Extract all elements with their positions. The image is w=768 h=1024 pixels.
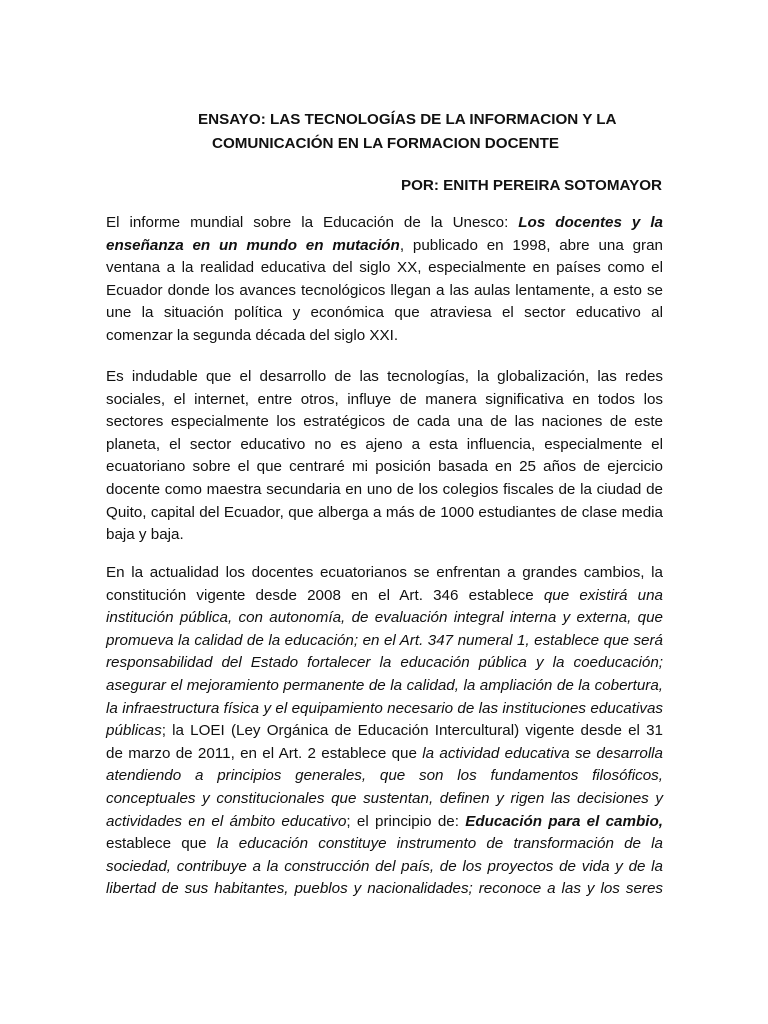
paragraph-3 — [106, 562, 663, 901]
paragraph-2 — [106, 366, 663, 547]
quoted-law-text: promueva la calidad de la educación; en el Art. 347 numeral 1, establece que será — [106, 631, 663, 649]
quoted-law-text: institución pública, con autonomía, de evaluación integral interna y externa, que — [106, 609, 663, 627]
paragraph-line: comenzar la segunda década del siglo XXI. — [106, 326, 399, 344]
paragraph-line — [106, 743, 663, 766]
paragraph-line: Quito, capital del Ecuador, que alberga a más de 1000 estudiantes de clase media — [106, 503, 663, 521]
quoted-law-text: públicas — [106, 722, 162, 740]
paragraph-line — [106, 212, 663, 235]
paragraph-line: baja y baja. — [106, 526, 184, 544]
quoted-law-text: conceptuales y constitucionales que sustentan, definen y rigen las decisiones y — [106, 789, 663, 807]
text-run: ; el principio de: — [346, 812, 466, 830]
quoted-law-text: la educación constituye instrumento de transformación de la — [216, 835, 664, 853]
quoted-law-text: la infraestructura física y el equipamiento necesario de las instituciones educativas — [106, 699, 663, 717]
quoted-law-text: atendiendo a principios generales, que son los fundamentos filosóficos, — [106, 767, 663, 785]
paragraph-line: une la situación política y económica que atraviesa el sector educativo al — [106, 304, 663, 322]
paragraph-line: Es indudable que el desarrollo de las tecnologías, la globalización, las redes — [106, 368, 663, 385]
quoted-law-text: libertad de sus habitantes, pueblos y nacionalidades; reconoce a las y los seres — [106, 880, 663, 898]
quoted-law-text: la actividad educativa se desarrolla — [422, 744, 664, 762]
principle-emphasis: Educación para el cambio, — [465, 812, 663, 830]
book-title-emphasis: enseñanza en un mundo en mutación — [106, 236, 400, 254]
text-run: ; la LOEI (Ley Orgánica de Educación Intercultural) vigente desde el 31 — [161, 722, 663, 740]
paragraph-line: planeta, el sector educativo no es ajeno a esta influencia, especialmente el — [106, 435, 663, 453]
paragraph-line: Ecuador donde los avances tecnológicos llegan a las aulas lentamente, a esto se — [106, 281, 663, 299]
text-run: constitución vigente desde 2008 en el Art. 346 establece — [106, 586, 544, 604]
quoted-law-text: sociedad, contribuye a la construcción del país, de los proyectos de vida y de la — [106, 857, 663, 875]
text-run: establece que — [106, 835, 217, 853]
essay-title-line-2: COMUNICACIÓN EN LA FORMACION DOCENTE — [212, 135, 560, 152]
paragraph-line — [106, 720, 663, 743]
paragraph-line: ventana a la realidad educativa del siglo XX, especialmente en países como el — [106, 259, 663, 277]
paragraph-line — [106, 811, 663, 834]
paragraph-line: ecuatoriano sobre el que centraré mi posición basada en 25 años de ejercicio — [106, 458, 663, 476]
quoted-law-text: asegurar el mejoramiento permanente de la calidad, la ampliación de la cobertura, — [106, 676, 663, 694]
text-run: , publicado en 1998, abre una gran — [399, 236, 663, 254]
quoted-law-text: actividades en el ámbito educativo — [106, 812, 347, 830]
paragraph-line: sociales, el internet, entre otros, influye de manera significativa en todos los — [106, 390, 663, 408]
paragraph-line: docente como maestra secundaria en uno de los colegios fiscales de la ciudad de — [106, 480, 663, 498]
essay-title-line-1: ENSAYO: LAS TECNOLOGÍAS DE LA INFORMACION Y LA — [198, 111, 617, 128]
author-byline: POR: ENITH PEREIRA SOTOMAYOR — [400, 177, 662, 194]
paragraph-1 — [106, 212, 663, 348]
quoted-law-text: responsabilidad del Estado fortalecer la educación pública y la coeducación; — [106, 654, 663, 672]
paragraph-line: sectores especialmente los estratégicos de cada una de las naciones de este — [106, 413, 663, 431]
text-run: El informe mundial sobre la Educación de la Unesco: — [106, 214, 519, 231]
paragraph-line — [106, 235, 663, 258]
paragraph-line: En la actualidad los docentes ecuatorianos se enfrentan a grandes cambios, la — [106, 564, 663, 581]
paragraph-line — [106, 833, 663, 856]
text-run: de marzo de 2011, en el Art. 2 establece que — [106, 744, 423, 762]
book-title-emphasis: Los docentes y la — [518, 214, 663, 231]
paragraph-line — [106, 585, 663, 608]
quoted-law-text: que existirá una — [543, 586, 663, 604]
